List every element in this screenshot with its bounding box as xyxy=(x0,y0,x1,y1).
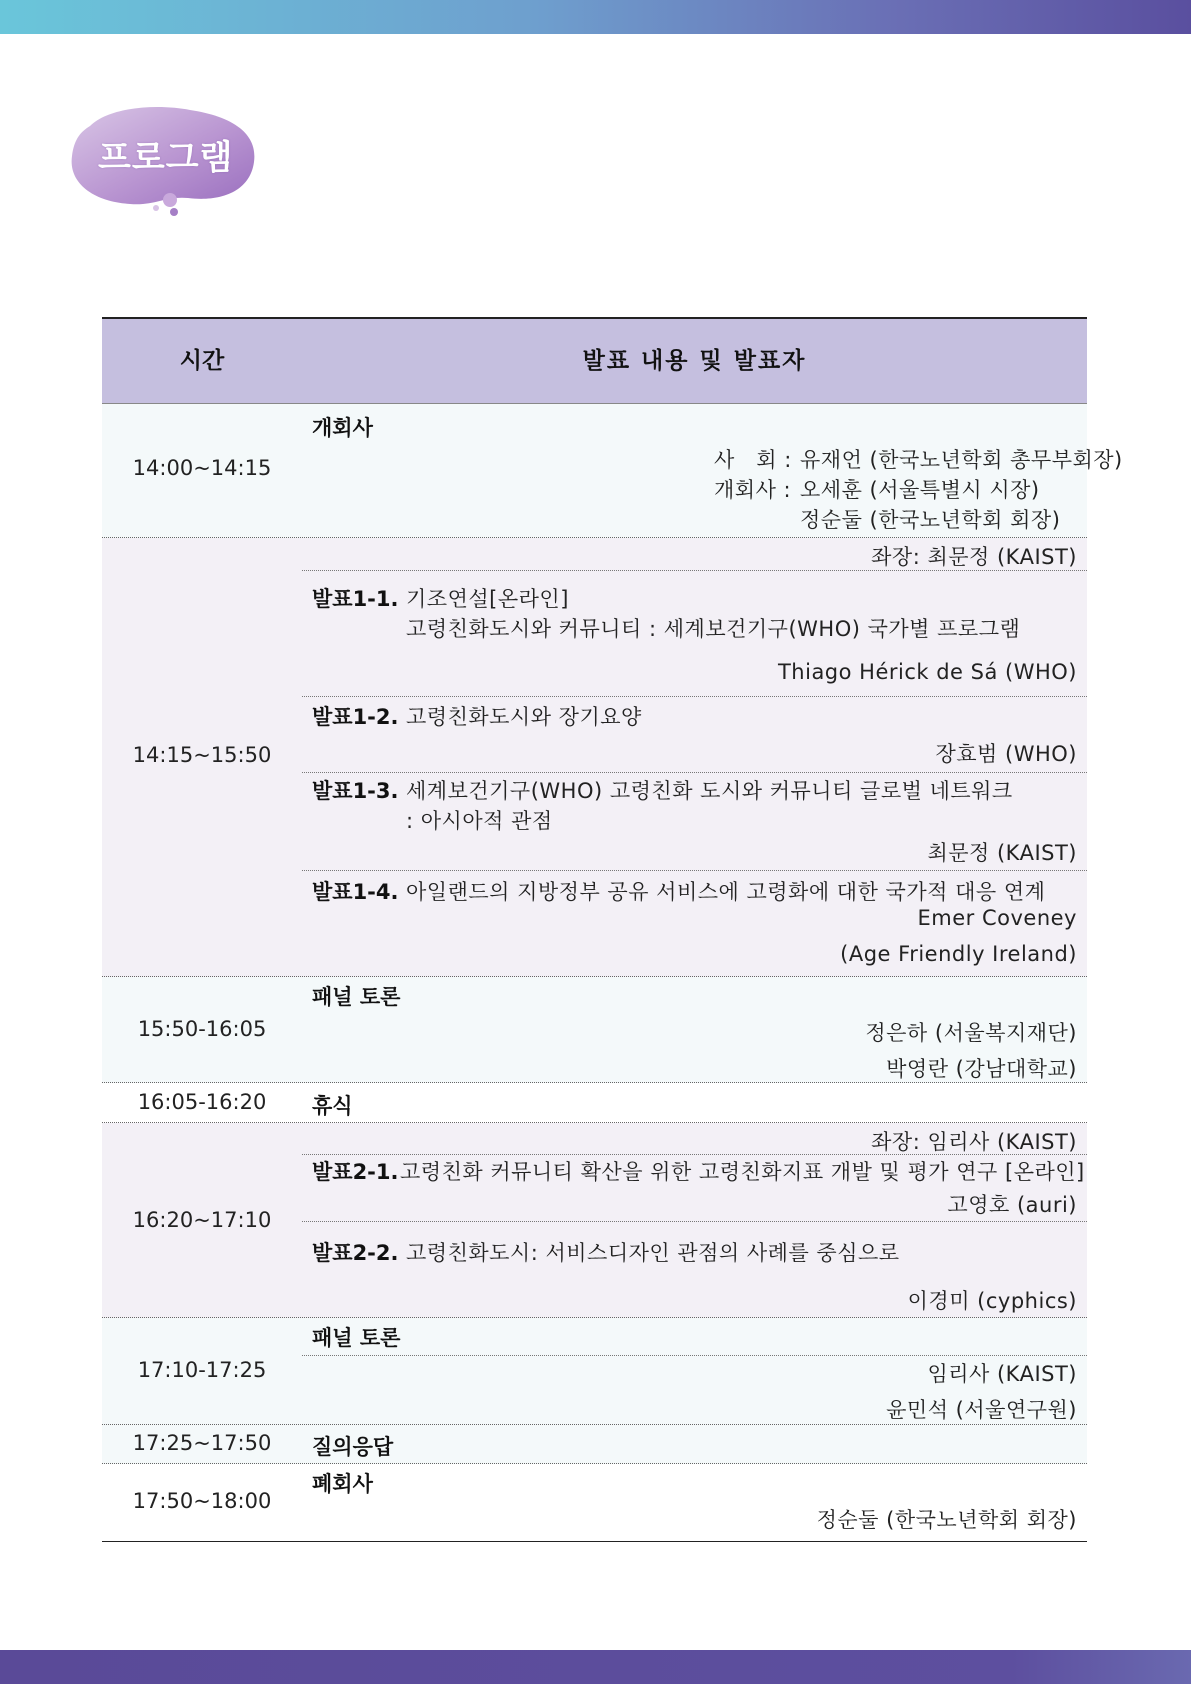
talk-speaker: Thiago Hérick de Sá (WHO) xyxy=(777,660,1077,684)
host-name: 정순둘 (한국노년학회 회장) xyxy=(800,508,1061,532)
table-row xyxy=(102,1318,1087,1425)
session-chair: 좌장: 임리사 (KAIST) xyxy=(871,1130,1077,1154)
row-content xyxy=(302,977,1087,1082)
row-time: 16:05-16:20 xyxy=(137,1090,267,1114)
talk-speaker: 최문정 (KAIST) xyxy=(927,841,1077,865)
table-header xyxy=(102,317,1087,404)
talk-label: 발표2-1. xyxy=(312,1160,399,1184)
talk-item xyxy=(302,870,1087,976)
table-row xyxy=(102,404,1123,538)
row-time: 16:20~17:10 xyxy=(132,1208,272,1232)
chair-line xyxy=(302,538,1087,571)
title-badge xyxy=(70,104,260,216)
talk-title: 고령친화도시와 커뮤니티 : 세계보건기구(WHO) 국가별 프로그램 xyxy=(406,617,1021,641)
talk-title: 고령친화도시와 장기요양 xyxy=(406,705,642,729)
closing-speaker: 정순둘 (한국노년학회 회장) xyxy=(816,1508,1077,1532)
header-content: 발표 내용 및 발표자 xyxy=(582,348,807,374)
talk-label: 발표1-3. xyxy=(312,779,399,803)
host-role: 개회사 : xyxy=(714,478,792,502)
bottom-decorative-bar xyxy=(0,1650,1191,1684)
page-title: 프로그램 xyxy=(98,138,234,178)
session-title: 패널 토론 xyxy=(312,1326,401,1350)
talk-title: : 아시아적 관점 xyxy=(406,809,553,833)
session-title: 질의응답 xyxy=(312,1435,394,1459)
table-row xyxy=(102,977,1087,1083)
row-content xyxy=(302,1318,1087,1424)
talk-title: 고령친화 커뮤니티 확산을 위한 고령친화지표 개발 및 평가 연구 [온라인] xyxy=(400,1160,1085,1184)
row-time: 17:50~18:00 xyxy=(132,1489,272,1513)
talk-item xyxy=(302,1221,1087,1317)
talk-speaker-affiliation: (Age Friendly Ireland) xyxy=(840,942,1077,966)
panelist: 임리사 (KAIST) xyxy=(927,1362,1077,1386)
talk-title: 기조연설[온라인] xyxy=(406,587,569,611)
top-decorative-bar xyxy=(0,0,1191,34)
talk-item xyxy=(302,1154,1087,1222)
table-row xyxy=(102,1083,1087,1123)
table-row xyxy=(102,1464,1087,1542)
host-role: 사 회 : xyxy=(714,448,792,472)
row-time: 17:25~17:50 xyxy=(132,1431,272,1455)
row-content xyxy=(302,538,1087,976)
session-title: 개회사 xyxy=(312,416,373,440)
row-content xyxy=(302,404,1123,537)
row-time: 14:15~15:50 xyxy=(132,743,272,767)
panelist: 정은하 (서울복지재단) xyxy=(865,1021,1077,1045)
talk-label: 발표1-2. xyxy=(312,705,399,729)
session-chair: 좌장: 최문정 (KAIST) xyxy=(871,545,1077,569)
session-title: 폐회사 xyxy=(312,1472,373,1496)
session-title-line xyxy=(302,1318,1087,1356)
program-table xyxy=(102,317,1123,1542)
talk-item xyxy=(302,696,1087,773)
panelist: 박영란 (강남대학교) xyxy=(886,1057,1077,1081)
talk-item xyxy=(302,570,1087,697)
host-name: 유재언 (한국노년학회 총무부회장) xyxy=(800,448,1123,472)
talk-label: 발표2-2. xyxy=(312,1241,399,1265)
row-content xyxy=(302,1425,1087,1463)
panelist: 윤민석 (서울연구원) xyxy=(886,1398,1077,1422)
talk-speaker: Emer Coveney xyxy=(917,906,1077,930)
talk-title: 세계보건기구(WHO) 고령친화 도시와 커뮤니티 글로벌 네트워크 xyxy=(406,779,1013,803)
host-name: 오세훈 (서울특별시 시장) xyxy=(800,478,1040,502)
row-time: 14:00~14:15 xyxy=(132,456,272,480)
row-content xyxy=(302,1123,1087,1317)
header-time: 시간 xyxy=(179,348,225,374)
row-content xyxy=(302,1464,1087,1541)
talk-speaker: 장효범 (WHO) xyxy=(935,742,1077,766)
talk-label: 발표1-4. xyxy=(312,880,399,904)
talk-speaker: 이경미 (cyphics) xyxy=(907,1289,1077,1313)
talk-label: 발표1-1. xyxy=(312,587,399,611)
row-time: 15:50-16:05 xyxy=(137,1017,267,1041)
table-row xyxy=(102,1123,1087,1318)
table-row xyxy=(102,1425,1087,1464)
chair-line xyxy=(302,1123,1087,1155)
session-title: 휴식 xyxy=(312,1094,353,1118)
row-content xyxy=(302,1083,1087,1122)
table-row xyxy=(102,538,1087,977)
row-time: 17:10-17:25 xyxy=(137,1358,267,1382)
session-title: 패널 토론 xyxy=(312,985,401,1009)
talk-item xyxy=(302,772,1087,871)
talk-title: 아일랜드의 지방정부 공유 서비스에 고령화에 대한 국가적 대응 연계 xyxy=(406,880,1046,904)
talk-speaker: 고영호 (auri) xyxy=(947,1193,1077,1217)
talk-title: 고령친화도시: 서비스디자인 관점의 사례를 중심으로 xyxy=(406,1241,900,1265)
